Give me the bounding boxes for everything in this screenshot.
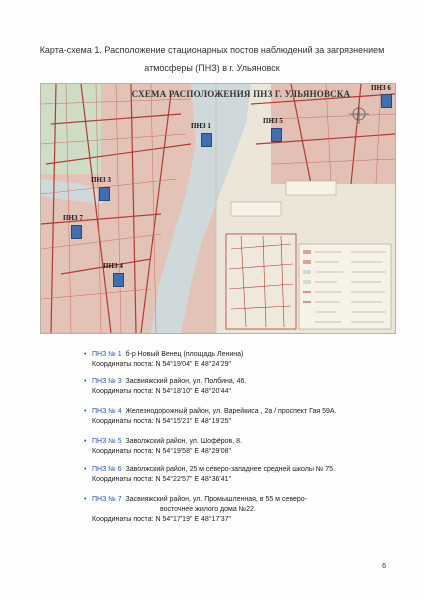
post-address-continued: восточнее жилого дома №22.: [160, 506, 256, 513]
post-coordinates: Координаты поста: N 54°22'57" E 48°36'41": [92, 476, 231, 483]
post-number: ПНЗ № 7: [92, 496, 122, 503]
post-address: Засвияжский район, ул. Промышленная, в 55 м северо-: [125, 496, 307, 503]
post-marker-6: [381, 94, 392, 108]
post-marker-3: [99, 187, 110, 201]
post-label-1: ПНЗ 1: [191, 122, 211, 130]
post-marker-7: [71, 225, 82, 239]
post-number: ПНЗ № 1: [92, 351, 122, 358]
post-entry: [84, 465, 392, 485]
page-number: 6: [382, 563, 386, 570]
post-number: ПНЗ № 5: [92, 438, 122, 445]
city-map: [40, 83, 396, 334]
post-address: Железнодорожный район, ул. Варейкиса , 2а / проспект Гая 59А.: [125, 408, 337, 415]
post-number: ПНЗ № 6: [92, 466, 122, 473]
post-coordinates: Координаты поста: N 54°19'04" E 48°24'29": [92, 361, 231, 368]
post-coordinates: Координаты поста: N 54°15'21" E 48°19'25": [92, 418, 231, 425]
post-entry: [84, 377, 392, 397]
post-label-7: ПНЗ 7: [63, 214, 83, 222]
post-entry: [84, 495, 392, 525]
post-coordinates: Координаты поста: N 54°17'19" E 48°17'37": [92, 516, 231, 523]
post-number: ПНЗ № 3: [92, 378, 122, 385]
post-coordinates: Координаты поста: N 54°19'58" E 48°29'08": [92, 448, 231, 455]
post-entry: [84, 437, 392, 457]
bullet-icon: •: [84, 496, 87, 503]
bullet-icon: •: [84, 378, 87, 385]
post-address: Заволжский район, 25 м северо-западнее средней школы № 75.: [125, 466, 336, 473]
post-marker-4: [113, 273, 124, 287]
bullet-icon: •: [84, 408, 87, 415]
post-address: Засвияжский район, ул. Полбина, 46.: [125, 378, 247, 385]
post-label-3: ПНЗ 3: [91, 176, 111, 184]
bullet-icon: •: [84, 351, 87, 358]
post-label-5: ПНЗ 5: [263, 117, 283, 125]
post-entry: [84, 350, 392, 370]
map-drawing: [41, 84, 395, 333]
bullet-icon: •: [84, 438, 87, 445]
caption-line-1: Карта-схема 1. Расположение стационарных постов наблюдений за загрязнением: [39, 45, 385, 55]
post-label-6: ПНЗ 6: [371, 84, 391, 92]
post-marker-5: [271, 128, 282, 142]
caption-line-2: атмосферы (ПНЗ) в г. Ульяновск: [144, 63, 280, 73]
post-entry: [84, 407, 392, 427]
map-title: СХЕМА РАСПОЛОЖЕНИЯ ПНЗ Г. УЛЬЯНОВСКА: [131, 89, 351, 99]
post-address: б-р Новый Венец (площадь Ленина): [125, 351, 244, 358]
post-address: Заволжский район, ул. Шофёров, 8.: [125, 438, 242, 445]
post-coordinates: Координаты поста: N 54°18'10" E 48°20'44": [92, 388, 231, 395]
post-label-4: ПНЗ 4: [103, 262, 123, 270]
post-number: ПНЗ № 4: [92, 408, 122, 415]
post-marker-1: [201, 133, 212, 147]
bullet-icon: •: [84, 466, 87, 473]
